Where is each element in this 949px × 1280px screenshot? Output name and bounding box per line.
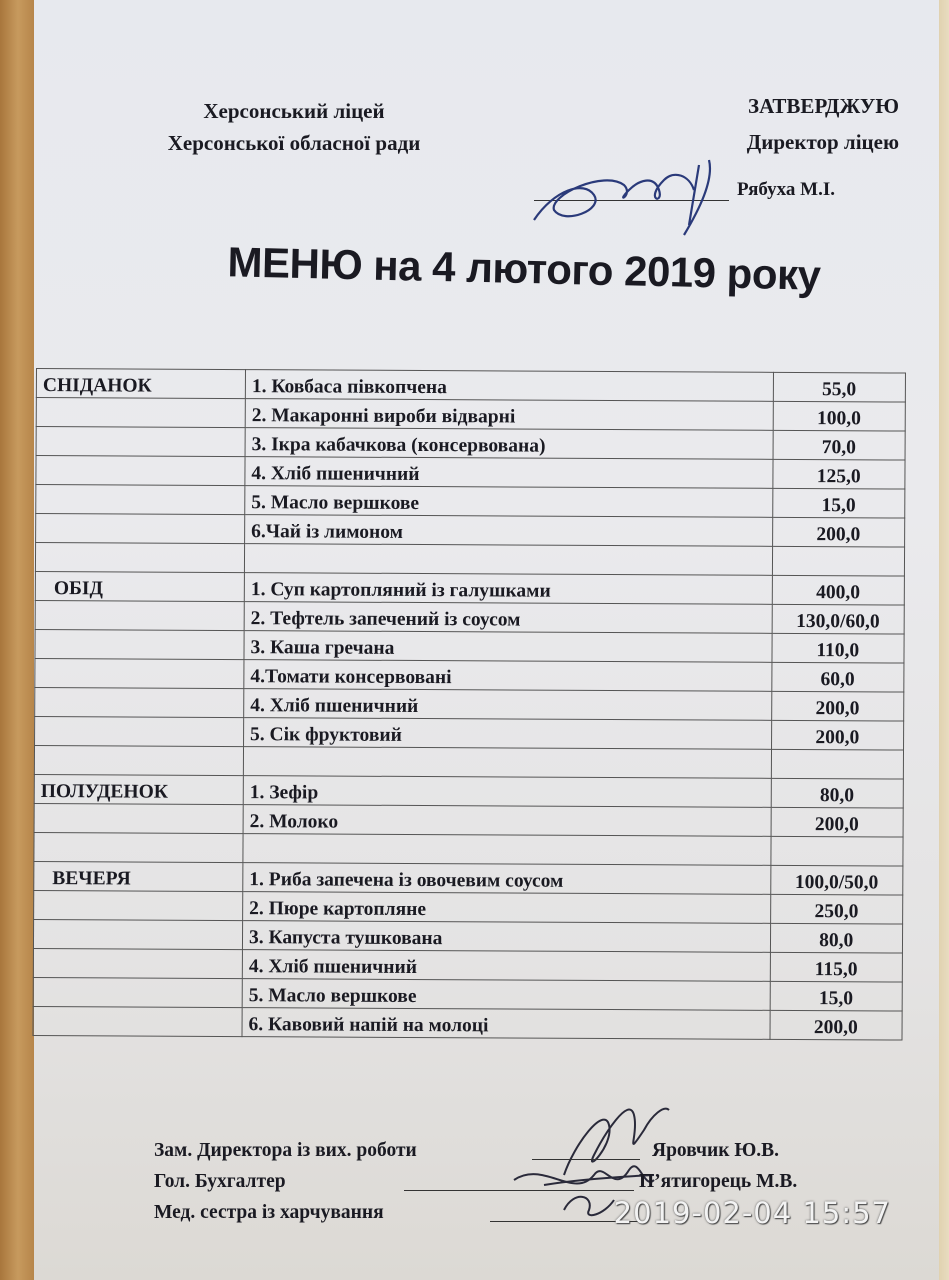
dish-name: 1. Ковбаса півкопчена xyxy=(245,370,773,402)
director-signature-line xyxy=(534,178,864,201)
school-name-line2: Херсонської обласної ради xyxy=(167,131,421,155)
director-title: Директор ліцею xyxy=(746,130,899,154)
meal-category xyxy=(35,543,244,573)
meal-category: ОБІД xyxy=(35,571,244,601)
meal-category: СНІДАНОК xyxy=(36,369,245,399)
dish-quantity: 200,0 xyxy=(771,691,904,721)
dish-quantity: 80,0 xyxy=(771,778,904,808)
dish-quantity xyxy=(772,546,905,576)
table-row xyxy=(33,948,902,982)
meal-category xyxy=(33,1006,242,1036)
table-row xyxy=(35,716,904,750)
meal-category xyxy=(35,600,244,630)
dish-quantity: 200,0 xyxy=(771,720,904,750)
meal-category xyxy=(33,919,242,949)
dish-quantity: 250,0 xyxy=(770,894,903,924)
dish-quantity: 15,0 xyxy=(770,981,903,1011)
signature-underline xyxy=(404,1166,634,1191)
dish-name: 2. Молоко xyxy=(243,805,771,837)
dish-name: 5. Сік фруктовий xyxy=(244,718,772,750)
dish-name: 3. Капуста тушкована xyxy=(242,921,770,953)
dish-name: 6. Кавовий напій на молоці xyxy=(242,1008,770,1040)
dish-name: 5. Масло вершкове xyxy=(245,486,773,518)
meal-category xyxy=(36,514,245,544)
dish-name: 6.Чай із лимоном xyxy=(245,515,773,547)
table-row xyxy=(36,456,905,490)
approval-header xyxy=(747,88,899,160)
dish-name: 1. Риба запечена із овочевим соусом xyxy=(243,863,771,895)
dish-quantity: 125,0 xyxy=(772,459,905,489)
meal-category xyxy=(34,832,243,862)
dish-quantity: 200,0 xyxy=(771,807,904,837)
dish-name: 3. Каша гречана xyxy=(244,631,772,663)
dish-name: 2. Пюре картопляне xyxy=(243,892,771,924)
dish-name xyxy=(244,544,772,576)
meal-category xyxy=(34,890,243,920)
dish-name xyxy=(243,834,771,866)
meal-category xyxy=(35,629,244,659)
table-row xyxy=(34,861,903,895)
meal-category xyxy=(36,398,245,428)
table-row xyxy=(34,745,903,779)
dish-quantity: 80,0 xyxy=(770,923,903,953)
dish-name: 3. Ікра кабачкова (консервована) xyxy=(245,428,773,460)
table-row xyxy=(36,427,905,461)
signature-name: Яровчик Ю.В. xyxy=(652,1140,780,1161)
meal-category xyxy=(36,427,245,457)
meal-category xyxy=(36,485,245,515)
meal-category: ВЕЧЕРЯ xyxy=(34,861,243,891)
dish-name: 2. Тефтель запечений із соусом xyxy=(244,602,772,634)
signature-name: П’ятигорець М.В. xyxy=(639,1171,798,1192)
table-row xyxy=(35,571,904,605)
dish-name: 4. Хліб пшеничний xyxy=(244,689,772,721)
table-row xyxy=(35,687,904,721)
dish-name: 1. Зефір xyxy=(243,776,771,808)
dish-name: 1. Суп картопляний із галушками xyxy=(244,573,772,605)
dish-quantity: 110,0 xyxy=(771,633,904,663)
dish-quantity xyxy=(771,749,904,779)
table-row xyxy=(34,803,903,837)
dish-quantity: 15,0 xyxy=(772,488,905,518)
dish-quantity: 100,0 xyxy=(773,401,906,431)
school-header xyxy=(114,95,474,159)
table-row xyxy=(34,774,903,808)
table-row xyxy=(33,1006,902,1040)
table-row xyxy=(33,977,902,1011)
table-row xyxy=(35,658,904,692)
dish-name: 2. Макаронні вироби відварні xyxy=(245,399,773,431)
table-row xyxy=(36,398,905,432)
table-row xyxy=(34,832,903,866)
signature-role: Гол. Бухгалтер xyxy=(154,1171,286,1192)
page-title: МЕНЮ на 4 лютого 2019 року xyxy=(227,238,821,299)
meal-category xyxy=(34,745,243,775)
meal-category xyxy=(34,803,243,833)
table-row xyxy=(35,600,904,634)
dish-quantity: 60,0 xyxy=(771,662,904,692)
meal-category xyxy=(35,658,244,688)
table-row xyxy=(36,485,905,519)
signature-role: Мед. сестра із харчування xyxy=(154,1202,384,1223)
menu-table xyxy=(33,368,906,1041)
dish-quantity: 400,0 xyxy=(772,575,905,605)
dish-name: 4. Хліб пшеничний xyxy=(242,950,770,982)
meal-category xyxy=(33,977,242,1007)
meal-category xyxy=(35,716,244,746)
approval-label: ЗАТВЕРДЖУЮ xyxy=(748,94,899,118)
dish-name: 4. Хліб пшеничний xyxy=(245,457,773,489)
dish-quantity: 55,0 xyxy=(773,372,906,402)
table-row xyxy=(35,629,904,663)
dish-quantity: 200,0 xyxy=(772,517,905,547)
dish-quantity: 200,0 xyxy=(769,1010,902,1040)
dish-quantity xyxy=(770,836,903,866)
meal-category xyxy=(33,948,242,978)
table-row xyxy=(33,919,902,953)
dish-quantity: 115,0 xyxy=(770,952,903,982)
meal-category xyxy=(35,687,244,717)
table-row xyxy=(34,890,903,924)
dish-quantity: 70,0 xyxy=(773,430,906,460)
signature-role: Зам. Директора із вих. роботи xyxy=(154,1140,417,1161)
dish-name: 4.Томати консервовані xyxy=(244,660,772,692)
menu-sheet xyxy=(34,0,939,1280)
table-row xyxy=(36,369,905,403)
dish-name xyxy=(243,747,771,779)
school-name-line1: Херсонський ліцей xyxy=(203,99,385,123)
dish-name: 5. Масло вершкове xyxy=(242,979,770,1011)
dish-quantity: 130,0/60,0 xyxy=(772,604,905,634)
meal-category: ПОЛУДЕНОК xyxy=(34,774,243,804)
director-name: Рябуха М.І. xyxy=(737,179,835,200)
photo-timestamp: 2019-02-04 15:57 xyxy=(613,1196,891,1230)
table-row xyxy=(35,543,904,577)
dish-quantity: 100,0/50,0 xyxy=(770,865,903,895)
meal-category xyxy=(36,456,245,486)
signature-underline xyxy=(534,178,729,201)
table-row xyxy=(36,514,905,548)
signature-underline xyxy=(532,1135,640,1160)
